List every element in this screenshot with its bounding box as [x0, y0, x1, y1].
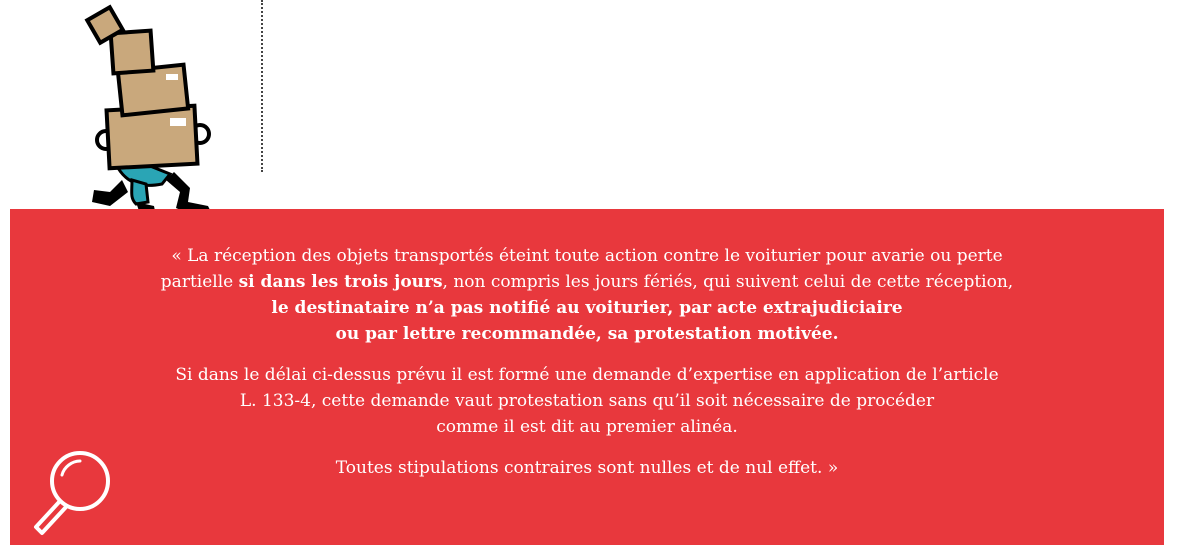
quote-text-segment: , non compris les jours fériés, qui suivent celui de cette réception,: [442, 272, 1014, 292]
magnifier-icon: [22, 445, 118, 537]
dotted-divider: [261, 0, 263, 172]
quote-bold-segment: si dans les trois jours: [238, 272, 443, 292]
box-bottom: [107, 106, 198, 169]
quote-paragraph-1: [60, 243, 1114, 347]
quote-line: L. 133-4, cette demande vaut protestation sans qu’il soit nécessaire de procéder: [239, 391, 935, 411]
box-upper: [111, 31, 154, 74]
quote-line: « La réception des objets transportés éteint toute action contre le voiturier pour avarie ou perte: [171, 246, 1003, 266]
box-label-middle: [166, 74, 178, 80]
legal-quote: [60, 243, 1114, 496]
quote-panel: [10, 209, 1164, 545]
quote-bold-line: ou par lettre recommandée, sa protestation motivée.: [335, 324, 839, 344]
pants-leg: [132, 180, 148, 204]
quote-line: [60, 269, 1114, 295]
back-leg: [92, 180, 128, 206]
box-label: [170, 118, 186, 126]
quote-paragraph-2: [60, 362, 1114, 440]
quote-text-segment: partielle: [160, 272, 239, 292]
quote-bold-line: le destinataire n’a pas notifié au voiturier, par acte extrajudiciaire: [271, 298, 903, 318]
quote-line: comme il est dit au premier alinéa.: [436, 417, 738, 437]
courier-carrying-boxes-illustration: [70, 2, 230, 224]
quote-line: Toutes stipulations contraires sont nulles et de nul effet. »: [335, 458, 839, 478]
quote-line: Si dans le délai ci-dessus prévu il est formé une demande d’expertise en application de l’article: [175, 365, 999, 385]
quote-paragraph-3: [60, 455, 1114, 481]
